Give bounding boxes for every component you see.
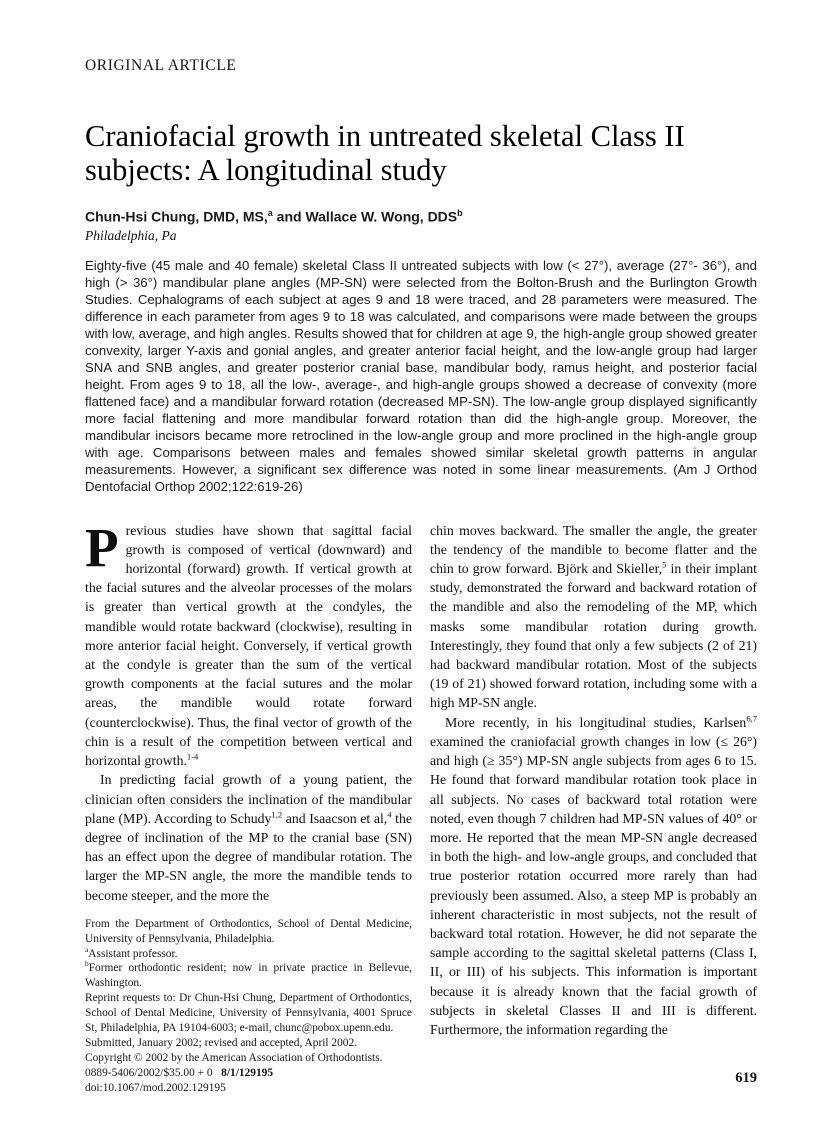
paragraph: In predicting facial growth of a young patient, the clinician often considers the inclination of the mandibular plane (MP). According to Schudy$^{1,2}$ and Isaacson et al,$^4$ the degree of inclination of the MP to the cranial base (SN) has an effect upon the degree of mandibular rotation. The larger the MP-SN angle, the more the mandible tends to become steeper, and the more the — [85, 772, 412, 903]
paragraph: More recently, in his longitudinal studies, Karlsen$^{6,7}$ examined the craniofacial growth changes in low (≤ 26°) and high (≥ 35°) MP-SN angle subjects from ages 6 to 15. He found that forward mandibular rotation took place in all subjects. No cases of backward total rotation were noted, even though 7 children had MP-SN values of 40° or more. He reported that the mean MP-SN angle decreased in both the high- and low-angle groups, and concluded that true posterior rotation occurred more rarely than had previously been assumed. Also, a steep MP is probably an inherent characteristic in most subjects, not the result of backward total rotation. However, he did not separate the sample according to the sagittal skeletal patterns (Class I, II, or III) of his subjects. This information is important because it is already known that the facial growth of subjects in skeletal Classes II and III is different. Furthermore, the information regarding the — [430, 713, 757, 1037]
authors-line: Chun-Hsi Chung, DMD, MS,$^a$ and Wallace W. Wong, DDS$^b$ — [85, 208, 463, 225]
footnote-pricing-code: 0889-5406/2002/$35.00 + 0 8/1/129195 — [85, 1066, 274, 1079]
footnote-submission-dates: Submitted, January 2002; revised and accepted, April 2002. — [85, 1036, 358, 1049]
article-type-kicker: ORIGINAL ARTICLE — [85, 57, 237, 74]
abstract-text: Eighty-five (45 male and 40 female) skeletal Class II untreated subjects with low (< 27°), average (27°- 36°), and high (> 36°) mandibular plane angles (MP-SN) were selected from the Bolton-Brush and the Burlington Growth Studies. Cephalograms of each subject at ages 9 and 18 were traced, and 28 parameters were measured. The difference in each parameter from ages 9 to 18 was calculated, and comparisons were made between the groups with low, average, and high angles. Results showed that for children at age 9, the high-angle group showed greater convexity, larger Y-axis and gonial angles, and greater anterior facial height, and the low-angle group had larger SNA and SNB angles, and greater posterior cranial base, mandibular body, ramus height, and posterior facial height. From ages 9 to 18, all the low-, average-, and high-angle groups showed a decrease of convexity (more flattened face) and a mandibular forward rotation (decreased MP-SN). The low-angle group displayed significantly more facial flattening and more mandibular forward rotation than did the high-angle group. Moreover, the mandibular incisors became more retroclined in the low-angle group and more proclined in the high-angle group with age. Comparisons between males and females showed similar skeletal growth patterns in angular measurements. However, a significant sex difference was noted in some linear measurements. (Am J Orthod Dentofacial Orthop 2002;122:619-26) — [85, 257, 757, 494]
footnote-block — [85, 917, 412, 1096]
footnote-copyright: Copyright © 2002 by the American Association of Orthodontists. — [85, 1051, 383, 1064]
two-column-body — [85, 516, 758, 1096]
right-column — [430, 521, 757, 1096]
paragraph: Previous studies have shown that sagittal facial growth is composed of vertical (downward) and horizontal (forward) growth. If vertical growth at the facial sutures and the alveolar processes of the molars is greater than vertical growth at the condyles, the mandible would rotate backward (clockwise), resulting in more anterior facial height. Conversely, if vertical growth at the condyle is greater than the sum of the vertical growth components at the facial sutures and the molar areas, the mandible would rotate forward (counterclockwise). Thus, the final vector of growth of the chin is a result of the competition between vertical and horizontal growth.$^{1-4}$ — [85, 516, 412, 769]
article-title: Craniofacial growth in untreated skeletal Class II subjects: A longitudinal study — [85, 119, 685, 187]
left-column — [85, 516, 412, 1096]
footnote-reprint-requests: Reprint requests to: Dr Chun-Hsi Chung, Department of Orthodontics, School of Dental Medicine, University of Pennsylvania, 4001 Spruce St, Philadelphia, PA 19104-6003; e-mail, chunc@pobox.upenn.edu. — [85, 992, 412, 1035]
footnote-doi: doi:10.1067/mod.2002.129195 — [85, 1081, 226, 1094]
page-content — [85, 0, 757, 1122]
author-location: Philadelphia, Pa — [85, 227, 177, 243]
footnote-affiliation: From the Department of Orthodontics, School of Dental Medicine, University of Pennsylvania, Philadelphia. — [85, 917, 412, 945]
page-number: 619 — [735, 1070, 757, 1086]
footnote-author-b: $^b$Former orthodontic resident; now in private practice in Bellevue, Washington. — [85, 959, 412, 990]
paragraph: chin moves backward. The smaller the angle, the greater the tendency of the mandible to become flatter and the chin to grow forward. Björk and Skieller,$^5$ in their implant study, demonstrated the forward and backward rotation of the mandible and also the remodeling of the MP, which masks some mandibular rotation during growth. Interestingly, they found that only a few subjects (2 of 21) had backward mandibular rotation. Most of the subjects (19 of 21) showed forward rotation, including some with a high MP-SN angle. — [430, 522, 758, 711]
footnote-author-a: $^a$Assistant professor. — [85, 944, 178, 960]
